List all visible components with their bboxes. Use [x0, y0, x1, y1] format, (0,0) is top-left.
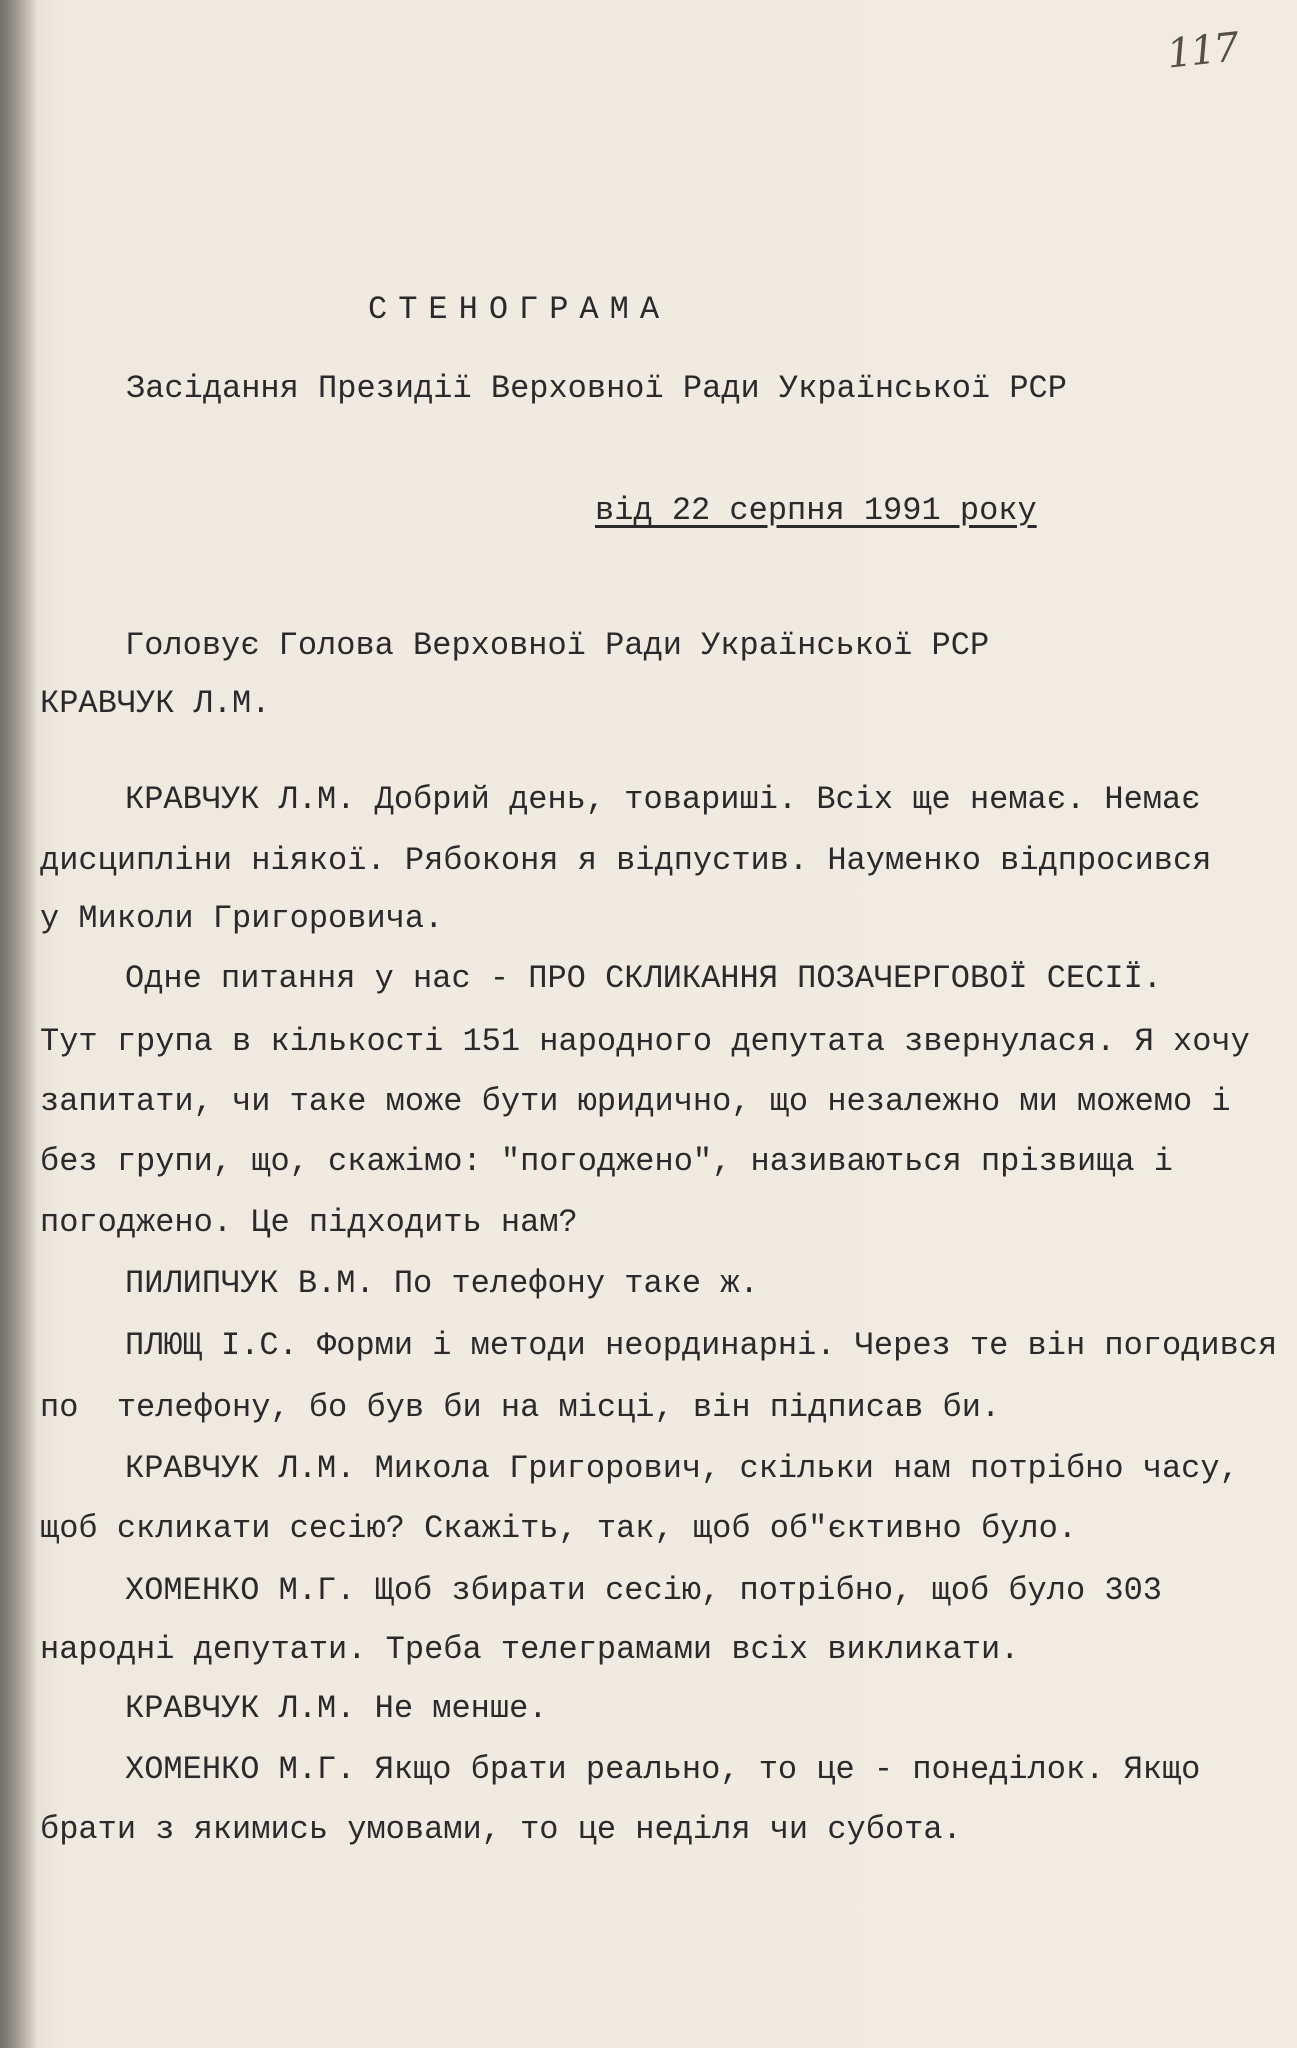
text-line: дисципліни ніякої. Рябоконя я відпустив. Науменко відпросився [40, 842, 1212, 879]
text-line: Одне питання у нас - ПРО СКЛИКАННЯ ПОЗАЧЕРГОВОЇ СЕСІЇ. [125, 960, 1162, 997]
text-line: КРАВЧУК Л.М. Добрий день, товариші. Всіх ще немає. Немає [125, 781, 1201, 818]
text-line: Тут група в кількості 151 народного депутата звернулася. Я хочу [40, 1023, 1250, 1060]
transcript-body [30, 0, 1278, 2048]
text-line: народні депутати. Треба телеграмами всіх викликати. [40, 1631, 1020, 1668]
text-line: ХОМЕНКО М.Г. Якщо брати реально, то це - понеділок. Якщо [125, 1751, 1201, 1788]
document-title: СТЕНОГРАМА [368, 291, 671, 328]
text-line: КРАВЧУК Л.М. [40, 685, 271, 722]
text-line: Головує Голова Верховної Ради Української РСР [125, 627, 990, 664]
document-date: від 22 серпня 1991 року [595, 492, 1037, 529]
text-line: ХОМЕНКО М.Г. Щоб збирати сесію, потрібно, щоб було 303 [125, 1572, 1162, 1609]
text-line: по телефону, бо був би на місці, він підписав би. [40, 1389, 1001, 1426]
text-line: брати з якимись умовами, то це неділя чи субота. [40, 1811, 962, 1848]
text-line: щоб скликати сесію? Скажіть, так, щоб об"єктивно було. [40, 1510, 1077, 1547]
text-line: запитати, чи таке може бути юридично, що незалежно ми можемо і [40, 1083, 1231, 1120]
folio-number: 117 [1164, 24, 1240, 78]
text-line: погоджено. Це підходить нам? [40, 1204, 578, 1241]
text-line: ПИЛИПЧУК В.М. По телефону таке ж. [125, 1265, 759, 1302]
document-subtitle: Засідання Президії Верховної Ради Української РСР [126, 370, 1067, 407]
text-line: КРАВЧУК Л.М. Не менше. [125, 1690, 548, 1727]
text-line: без групи, що, скажімо: "погоджено", називаються прізвища і [40, 1143, 1173, 1180]
text-line: КРАВЧУК Л.М. Микола Григорович, скільки нам потрібно часу, [125, 1450, 1239, 1487]
text-line: у Миколи Григоровича. [40, 900, 444, 937]
text-line: ПЛЮЩ І.С. Форми і методи неординарні. Через те він погодився [125, 1327, 1278, 1364]
